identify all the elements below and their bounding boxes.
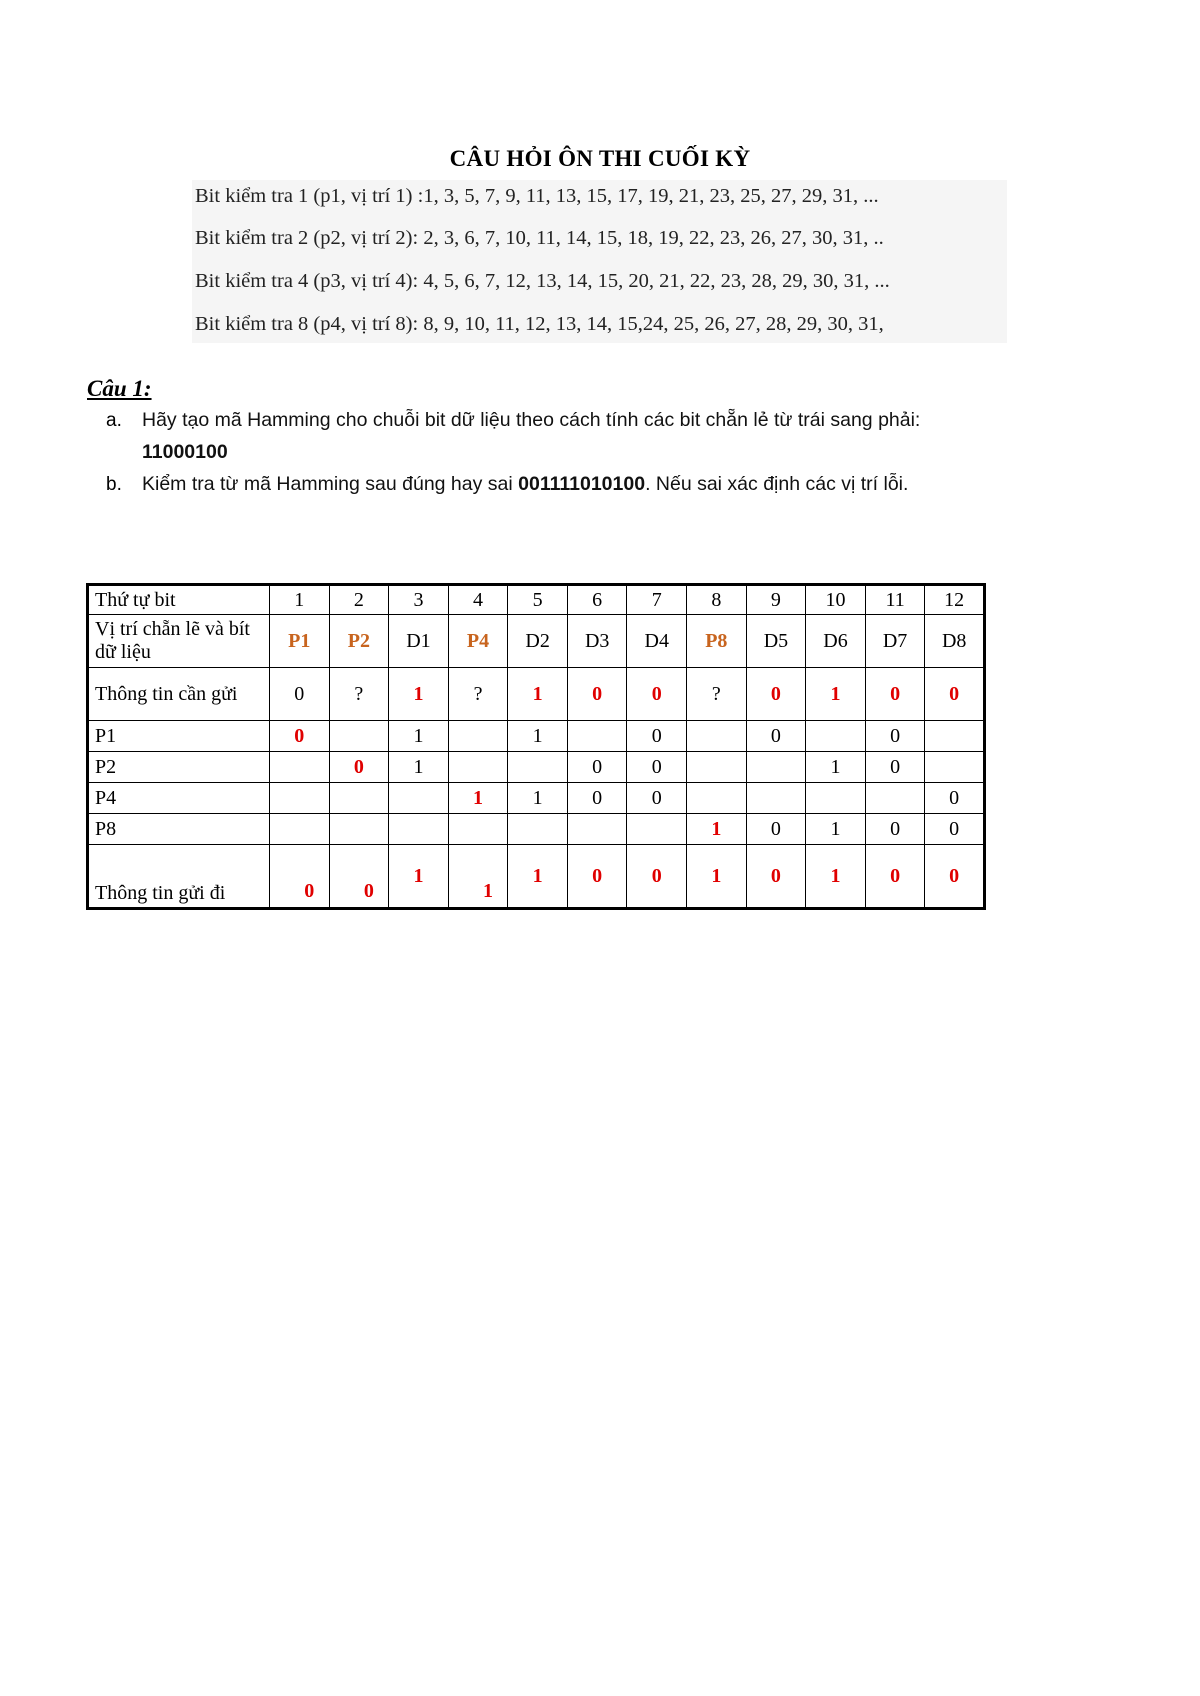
row-label: Vị trí chẵn lẽ và bít dữ liệu: [88, 615, 270, 668]
table-cell: 0: [925, 783, 985, 814]
table-cell: 0: [865, 752, 925, 783]
table-cell: 1: [806, 668, 866, 721]
table-cell: 5: [508, 585, 568, 615]
table-cell: [806, 721, 866, 752]
table-cell: D6: [806, 615, 866, 668]
row-p4: [88, 783, 985, 814]
table-cell: 11: [865, 585, 925, 615]
parity-line-3: Bit kiểm tra 4 (p3, vị trí 4): 4, 5, 6, 7, 12, 13, 14, 15, 20, 21, 22, 23, 28, 29, 30, 31, ...: [195, 270, 890, 292]
item-b-text-after: . Nếu sai xác định các vị trí lỗi.: [645, 473, 909, 495]
parity-line-4: Bit kiểm tra 8 (p4, vị trí 8): 8, 9, 10, 11, 12, 13, 14, 15,24, 25, 26, 27, 28, 29, 30, 31,: [195, 313, 884, 335]
parity-line-1: Bit kiểm tra 1 (p1, vị trí 1) :1, 3, 5, 7, 9, 11, 13, 15, 17, 19, 21, 23, 25, 27, 29, 31, ...: [195, 185, 879, 207]
item-b-text-before: Kiểm tra từ mã Hamming sau đúng hay sai: [142, 473, 519, 495]
table-cell: [627, 814, 687, 845]
table-cell: D4: [627, 615, 687, 668]
table-cell: 6: [567, 585, 627, 615]
table-cell: P8: [687, 615, 747, 668]
table-cell: 3: [389, 585, 449, 615]
table-cell: 1: [687, 845, 747, 909]
table-cell: 0: [925, 814, 985, 845]
table-cell: 0: [627, 752, 687, 783]
page-title: CÂU HỎI ÔN THI CUỐI KỲ: [449, 146, 751, 171]
row-p1: [88, 721, 985, 752]
table-cell: 1: [806, 845, 866, 909]
table-cell: [329, 814, 389, 845]
table-cell: 1: [508, 845, 568, 909]
table-cell: 1: [389, 752, 449, 783]
table-cell: 0: [925, 845, 985, 909]
table-cell: 0: [329, 845, 389, 909]
table-cell: [746, 752, 806, 783]
table-cell: 0: [567, 783, 627, 814]
item-b-bits: 001111010100: [518, 473, 646, 495]
table-cell: [270, 752, 330, 783]
table-cell: [865, 783, 925, 814]
table-cell: 1: [448, 783, 508, 814]
table-cell: [389, 814, 449, 845]
table-cell: 0: [329, 752, 389, 783]
row-label: P4: [88, 783, 270, 814]
row-sent: [88, 845, 985, 909]
table-cell: [925, 752, 985, 783]
table-cell: [270, 814, 330, 845]
table-cell: 9: [746, 585, 806, 615]
table-cell: [687, 721, 747, 752]
table-cell: [448, 814, 508, 845]
table-cell: 0: [746, 845, 806, 909]
table-cell: P4: [448, 615, 508, 668]
table-cell: [389, 783, 449, 814]
table-cell: 2: [329, 585, 389, 615]
table-cell: 0: [567, 752, 627, 783]
table-cell: 12: [925, 585, 985, 615]
table-cell: 0: [567, 845, 627, 909]
table-cell: 0: [270, 668, 330, 721]
table-cell: [687, 752, 747, 783]
table-cell: 0: [925, 668, 985, 721]
table-cell: P2: [329, 615, 389, 668]
table-cell: 8: [687, 585, 747, 615]
item-a-letter: a.: [106, 410, 122, 431]
row-label: Thứ tự bit: [88, 585, 270, 615]
table-cell: [746, 783, 806, 814]
table-cell: 1: [448, 845, 508, 909]
table-cell: ?: [448, 668, 508, 721]
table-cell: [508, 814, 568, 845]
question-heading: Câu 1:: [87, 376, 152, 401]
table-cell: D2: [508, 615, 568, 668]
hamming-table: [86, 583, 986, 910]
table-cell: 0: [627, 783, 687, 814]
table-cell: 1: [270, 585, 330, 615]
table-cell: [329, 783, 389, 814]
table-cell: 0: [746, 668, 806, 721]
table-cell: [687, 783, 747, 814]
table-cell: ?: [687, 668, 747, 721]
table-cell: [567, 814, 627, 845]
table-cell: [925, 721, 985, 752]
table-cell: 1: [508, 783, 568, 814]
table-cell: 0: [746, 721, 806, 752]
table-cell: [448, 752, 508, 783]
row-label: P1: [88, 721, 270, 752]
table-cell: D5: [746, 615, 806, 668]
table-cell: D8: [925, 615, 985, 668]
item-a-bits: 11000100: [142, 441, 228, 463]
item-b-text: [142, 473, 908, 496]
table-cell: [270, 783, 330, 814]
table-cell: 1: [389, 668, 449, 721]
table-cell: 0: [865, 814, 925, 845]
table-cell: [806, 783, 866, 814]
row-info-to-send: [88, 668, 985, 721]
table-cell: 0: [627, 668, 687, 721]
item-a-text: Hãy tạo mã Hamming cho chuỗi bit dữ liệu theo cách tính các bit chẵn lẻ từ trái sang phải:: [142, 409, 921, 431]
table-cell: 1: [687, 814, 747, 845]
table-cell: [567, 721, 627, 752]
table-cell: 1: [508, 668, 568, 721]
table-cell: D1: [389, 615, 449, 668]
table-cell: 0: [270, 845, 330, 909]
table-cell: 1: [806, 752, 866, 783]
table-cell: 1: [389, 721, 449, 752]
row-positions: [88, 615, 985, 668]
table-cell: ?: [329, 668, 389, 721]
table-cell: [329, 721, 389, 752]
table-cell: 0: [865, 721, 925, 752]
row-label: P8: [88, 814, 270, 845]
table-cell: 7: [627, 585, 687, 615]
table-cell: 10: [806, 585, 866, 615]
item-b-letter: b.: [106, 474, 122, 495]
row-label: Thông tin gửi đi: [88, 845, 270, 909]
parity-line-2: Bit kiểm tra 2 (p2, vị trí 2): 2, 3, 6, 7, 10, 11, 14, 15, 18, 19, 22, 23, 26, 27, 30, 31, ..: [195, 227, 884, 249]
table-cell: 0: [270, 721, 330, 752]
table-cell: 1: [806, 814, 866, 845]
table-cell: D3: [567, 615, 627, 668]
table-cell: 0: [567, 668, 627, 721]
table-cell: D7: [865, 615, 925, 668]
table-cell: [508, 752, 568, 783]
table-cell: 1: [508, 721, 568, 752]
row-label: P2: [88, 752, 270, 783]
table-cell: 4: [448, 585, 508, 615]
table-cell: 0: [865, 845, 925, 909]
table-cell: 0: [627, 721, 687, 752]
row-p8: [88, 814, 985, 845]
table-cell: 0: [746, 814, 806, 845]
table-cell: [448, 721, 508, 752]
row-p2: [88, 752, 985, 783]
table-cell: 1: [389, 845, 449, 909]
row-bit-order: [88, 585, 985, 615]
table-cell: 0: [627, 845, 687, 909]
table-cell: P1: [270, 615, 330, 668]
row-label: Thông tin cần gửi: [88, 668, 270, 721]
table-cell: 0: [865, 668, 925, 721]
